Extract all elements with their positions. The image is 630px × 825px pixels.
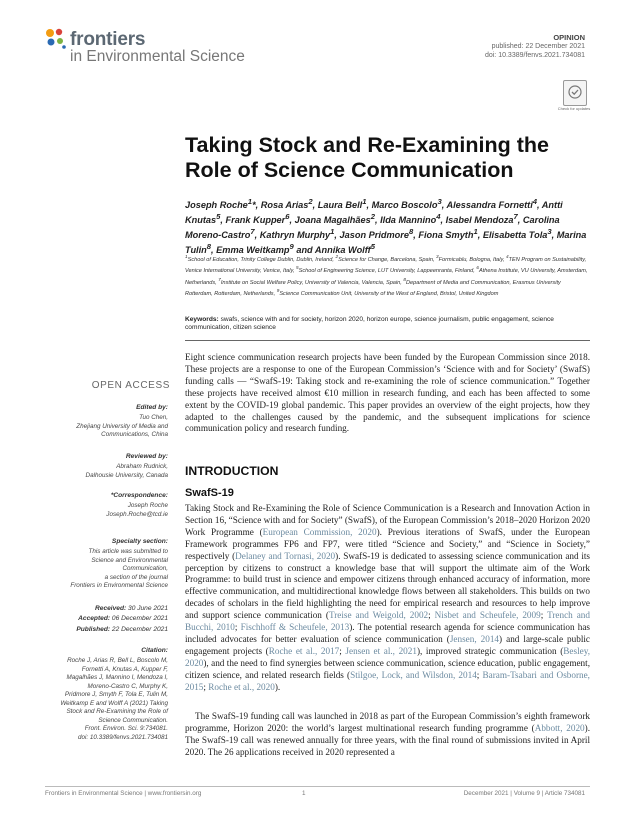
journal-name: in Environmental Science xyxy=(70,48,245,65)
specialty-section-info: This article was submitted to Science and Environmental Communication, a section of the journal Frontiers in Environmental Science xyxy=(70,548,168,589)
citation-label: Citation: xyxy=(141,647,168,654)
abstract: Eight science communication research projects have been funded by the European Commission since 2018. These projects are a response to one of the European Commission’s ‘Science with and for Society’ (SwafS) funding calls — “SwafS-19: Taking stock and re-examining the role of science communication.” Together these projects have received almost €10 million in research funding, and each has been affected to some extent by the COVID-19 global pandemic. This paper provides an overview of the eight projects, how they adapted to the challenges caused by the pandemic, and the subsequent implications for science communication policy and research funding. xyxy=(185,352,590,434)
accepted-date: Accepted: 06 December 2021 xyxy=(78,615,168,622)
body-paragraph-2: The SwafS-19 funding call was launched in 2018 as part of the European Commission’s eighth framework programme, Horizon 2020: the world’s largest multinational research funding programme (Abbott, 2020). The SwafS-19 call was renewed annually for three years, with the final round of submissions invited in April 2020. The 26 applications received in 2020 represented a xyxy=(185,711,590,757)
published-date: published: 22 December 2021 xyxy=(491,43,585,50)
article-title: Taking Stock and Re-Examining the Role of Science Communication xyxy=(185,133,549,182)
author-list[interactable]: Joseph Roche$^1$*, Rosa Arias$^2$, Laura Bell$^1$, Marco Boscolo$^3$, Alessandra Fornetti$^4$, Antti Knutas$^5$, Frank Kupper$^6$, Joana Magalhães$^2$, Ilda Mannino$^4$, Isabel Mendoza$^7$, Carolina Moreno-Castro$^7$, Kathryn Murphy$^1$, Jason Pridmore$^8$, Fiona Smyth$^1$, Elisabetta Tola$^3$, Marina Tulin$^8$, Emma Weitkamp$^9$ and Annika Wolff$^5$ xyxy=(185,197,587,256)
footer-journal-link[interactable]: Frontiers in Environmental Science | www.frontiersin.org xyxy=(45,790,202,797)
subsection-heading: SwafS-19 xyxy=(185,487,234,499)
editor-info: Tuo Chen, Zhejiang University of Media and Communications, China xyxy=(76,414,168,438)
footer-divider xyxy=(45,786,590,787)
check-for-updates-button[interactable] xyxy=(563,80,587,106)
check-for-updates-label: Check for updates xyxy=(557,106,591,111)
open-access-label: OPEN ACCESS xyxy=(91,380,170,391)
keywords xyxy=(185,316,590,333)
footer-issue-info: December 2021 | Volume 9 | Article 734081 xyxy=(463,790,585,797)
affiliations: $^1$School of Education, Trinity College Dublin, Dublin, Ireland, $^2$Science for Change, Barcelona, Spain, $^3$Formicablu, Bologna, Italy, $^4$TEN Program on Sustainability, Venice International University, Venice, Italy, $^5$School of Engineering Science, LUT University, Lappeenranta, Finland, $^6$Athena Institute, VU University, Amsterdam, Netherlands, $^7$Institute on Social Welfare Policy, University of Valencia, Valencia, Spain, $^8$Department of Media and Communication, Erasmus University Rotterdam, Rotterdam, Netherlands, $^9$Science Communication Unit, University of the West of England, Bristol, United Kingdom xyxy=(185,254,588,297)
frontiers-logo-icon xyxy=(45,27,67,49)
keywords-list: swafs, science with and for society, horizon 2020, horizon europe, science journalism, public engagement, science communication, citizen science xyxy=(185,316,554,332)
correspondence-label: *Correspondence: xyxy=(110,492,168,499)
specialty-section-label: Specialty section: xyxy=(111,538,168,545)
article-type-label: OPINION xyxy=(553,33,585,42)
published-date-sidebar: Published: 22 December 2021 xyxy=(76,626,168,633)
keywords-label: Keywords: xyxy=(185,316,219,323)
publisher-logo-text: frontiers xyxy=(70,29,146,50)
edited-by-label: Edited by: xyxy=(136,404,168,411)
reviewed-by-label: Reviewed by: xyxy=(125,453,168,460)
page-number: 1 xyxy=(302,790,306,797)
divider xyxy=(185,340,590,341)
citation-info: Roche J, Arias R, Bell L, Boscolo M, Fornetti A, Knutas A, Kupper F, Magalhães J, Mannino I, Mendoza I, Moreno-Castro C, Murphy K, Pridmore J, Smyth F, Tola E, Tulin M, Weitkamp E and Wolff A (2021) Taking Stock and Re-Examining the Role of Science Communication. Front. Environ. Sci. 9:734081. doi: 10.3389/fenvs.2021.734081 xyxy=(60,657,168,741)
doi-link[interactable]: doi: 10.3389/fenvs.2021.734081 xyxy=(484,52,585,59)
body-paragraph-1: Taking Stock and Re-Examining the Role of Science Communication is a Research and Innovation Action in Section 16, “Science with and for Society” (SwafS), of the European Commission’s 2018–2020 Horizon 2020 Work Programme (European Commission, 2020). Previous iterations of SwafS, under the European Framework programmes FP6 and FP7, were titled “Science and Society,” and “Science in Society,” respectively (Delaney and Tornasi, 2020). SwafS-19 is dedicated to assessing science communication and its perception by citizens to construct a knowledge base that will support the ultimate aim of the Work Programme: to build trust in science and empower citizens through enhanced accuracy of information, more effective communication, and multidirectional knowledge flows between all stakeholders. This builds on two decades of scholars in the field highlighting the need for empirical research and resources to help improve and support science communication (Treise and Weigold, 2002; Nisbet and Scheufele, 2009; Trench and Bucchi, 2010; Fischhoff & Scheufele, 2013). The potential research agenda for science communication has included advocates for better evaluation of science communication (Jensen, 2014) and large-scale public engagement projects (Roche et al., 2017; Jensen et al., 2021), improved strategic communication (Besley, 2020), and the need to find synergies between science communication, science education, public engagement, citizen science, and related research fields (Stilgoe, Lock, and Wilsdon, 2014; Baram-Tsabari and Osborne, 2015; Roche et al., 2020). xyxy=(185,503,591,692)
section-heading: INTRODUCTION xyxy=(185,464,279,478)
bookmark-check-icon xyxy=(568,85,582,101)
correspondence-info[interactable]: Joseph Roche Joseph.Roche@tcd.ie xyxy=(106,502,168,518)
reviewer-info: Abraham Rudnick, Dalhousie University, Canada xyxy=(85,463,168,479)
received-date: Received: 30 June 2021 xyxy=(95,605,168,612)
